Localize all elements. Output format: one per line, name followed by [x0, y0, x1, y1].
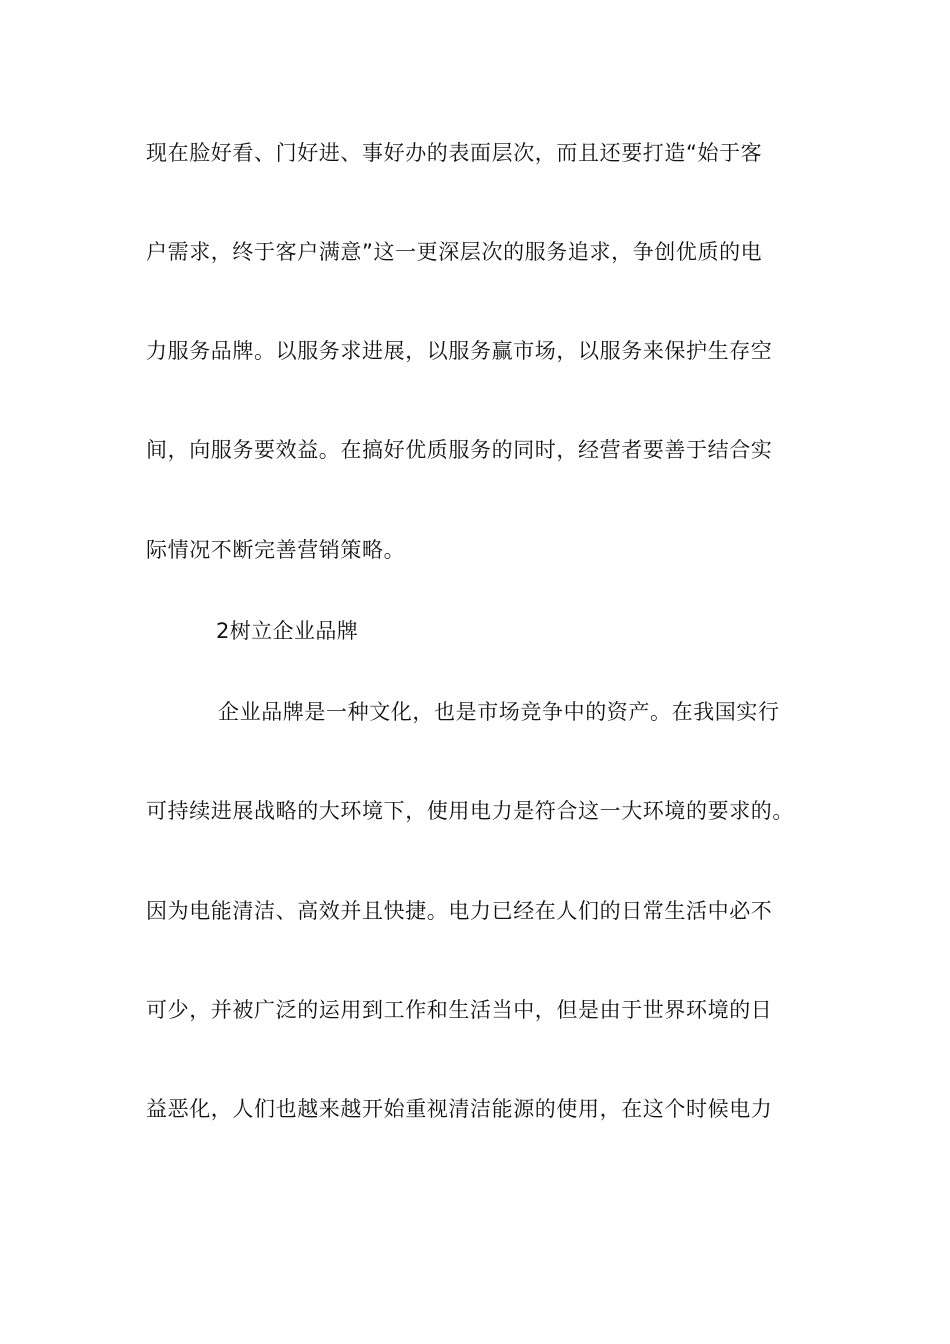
text-line: 际情况不断完善营销策略。	[146, 538, 406, 562]
text-line: 间，向服务要效益。在搞好优质服务的同时，经营者要善于结合实	[146, 438, 773, 462]
text-line: 可持续进展战略的大环境下，使用电力是符合这一大环境的要求的。	[146, 799, 794, 823]
text-line: 企业品牌是一种文化，也是市场竞争中的资产。在我国实行	[218, 700, 780, 724]
text-line: 可少，并被广泛的运用到工作和生活当中，但是由于世界环境的日	[146, 998, 773, 1022]
text-line: 因为电能清洁、高效并且快捷。电力已经在人们的日常生活中必不	[146, 899, 773, 923]
text-line: 现在脸好看、门好进、事好办的表面层次，而且还要打造“始于客	[146, 141, 763, 165]
text-line: 户需求，终于客户满意”这一更深层次的服务追求，争创优质的电	[146, 240, 763, 264]
section-heading: 2树立企业品牌	[216, 619, 359, 643]
text-line: 益恶化，人们也越来越开始重视清洁能源的使用，在这个时候电力	[146, 1097, 773, 1121]
text-line: 力服务品牌。以服务求进展，以服务赢市场，以服务来保护生存空	[146, 339, 773, 363]
